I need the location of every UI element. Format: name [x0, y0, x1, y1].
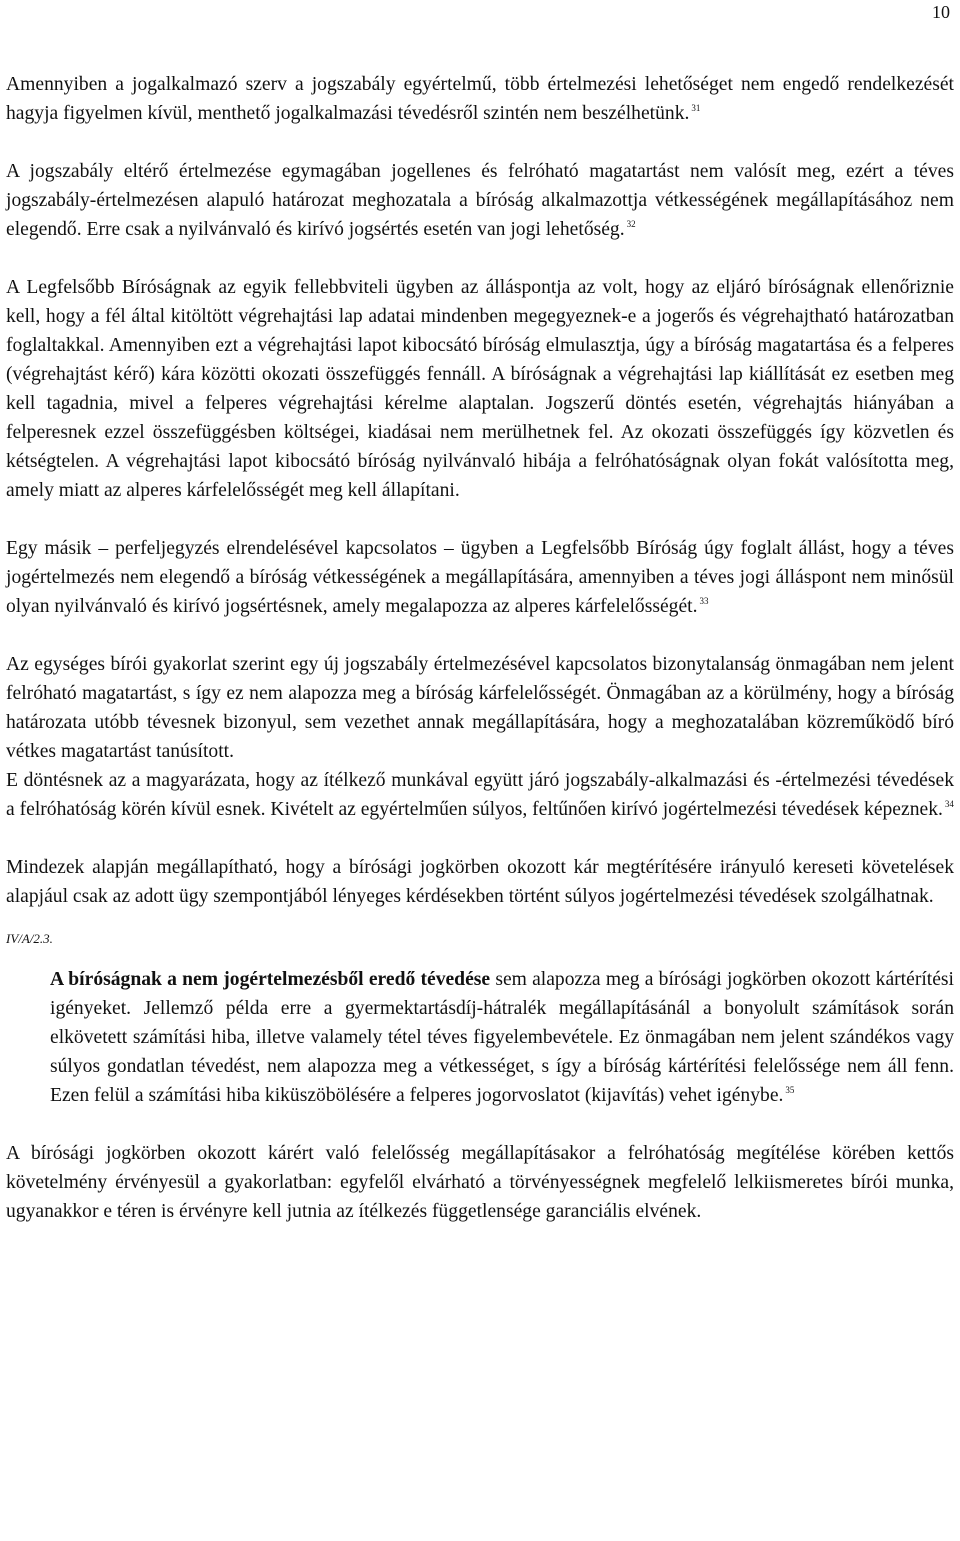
footnote-marker: 32 — [626, 219, 636, 229]
paragraph: Mindezek alapján megállapítható, hogy a bírósági jogkörben okozott kár megtérítésére irányuló kereseti követelések alapjául csak az adott ügy szempontjából lényeges kérdésekben történt súlyos jogértelmezési tévedések szolgálhatnak. — [6, 857, 954, 907]
paragraph: A Legfelsőbb Bíróságnak az egyik fellebbviteli ügyben az álláspontja az volt, hogy az eljáró bíróságnak ellenőriznie kell, hogy a fél által kitöltött végrehajtási lap adatai mindenben megegyeznek-e a jogerős és végrehajtható határozatban foglaltakkal. Amennyiben ezt a végrehajtási lapot kibocsátó bíróság elmulasztja, úgy a bíróság magatartása és a felperes (végrehajtást kérő) kára közötti okozati összefüggés fennáll. A bíróságnak a végrehajtási lap kiállítását ez esetben meg kell tagadnia, mivel a felperes végrehajtási kérelme alaptalan. Jogszerű döntés esetén, végrehajtás hiányában a felperesnek ezzel összefüggésben költségei, kiadásai nem merülhetnek fel. Az okozati összefüggés így közvetlen és kétségtelen. A végrehajtási lapot kibocsátó bíróság nyilvánvaló hibája a felróhatóságnak olyan fokát valósította meg, amely miatt az alperes kárfelelősségét meg kell állapítani. — [6, 277, 954, 501]
paragraph: E döntésnek az a magyarázata, hogy az ítélkező munkával együtt járó jogszabály-alkalmazási és -értelmezési tévedések a felróhatóság körén kívül esnek. Kivételt az egyértelműen súlyos, feltűnően kirívó jogértelmezési tévedések képeznek. $^{34}$ — [6, 770, 954, 820]
section-label: IV/A/2.3. — [6, 931, 53, 946]
paragraph: A jogszabály eltérő értelmezése egymagában jogellenes és felróható magatartást nem valósít meg, ezért a téves jogszabály-értelmezésen alapuló határozat meghozatala a bíróság alkalmazottja vétkességének megállapításához nem elegendő. Erre csak a nyilvánvaló és kirívó jogsértés esetén van jogi lehetőség. $^{32}$ — [6, 161, 954, 240]
footnote-marker: 31 — [691, 103, 701, 113]
paragraph: Amennyiben a jogalkalmazó szerv a jogszabály egyértelmű, több értelmezési lehetőséget nem engedő rendelkezését hagyja figyelmen kívül, menthető jogalkalmazási tévedésről szintén nem beszélhetünk. $^{31}$ — [6, 74, 954, 124]
document-body — [6, 70, 954, 1226]
footnote-marker: 33 — [699, 596, 709, 606]
footnote-marker: 35 — [785, 1085, 795, 1095]
paragraph: Egy másik – perfeljegyzés elrendelésével kapcsolatos – ügyben a Legfelsőbb Bíróság úgy foglalt állást, hogy a téves jogértelmezés nem elegendő a bíróság vétkességének a megállapítására, amennyiben a téves jogi álláspont nem minősül olyan nyilvánvaló és kirívó jogsértésnek, amely megalapozza az alperes kárfelelősségét. $^{33}$ — [6, 538, 954, 617]
paragraph: Az egységes bírói gyakorlat szerint egy új jogszabály értelmezésével kapcsolatos bizonytalanság önmagában nem jelent felróható magatartást, s így ez nem alapozza meg a bíróság kárfelelősségét. Önmagában az a körülmény, hogy a bíróság határozata utóbb tévesnek bizonyul, sem vezethet annak megállapítására, hogy a meghozatalában közreműködő bíró vétkes magatartást tanúsított. — [6, 654, 954, 762]
bold-lead: A bíróságnak a nem jogértelmezésből eredő tévedése — [50, 969, 491, 990]
footnote-marker: 34 — [944, 799, 954, 809]
page-number: 10 — [932, 2, 950, 22]
paragraph: A bíróságnak a nem jogértelmezésből eredő tévedése sem alapozza meg a bírósági jogkörben okozott kártérítési igényeket. Jellemző példa erre a gyermektartásdíj-hátralék megállapításánál a bonyolult számítások során elkövetett számítási hiba, illetve valamely tétel téves figyelembevétele. Ez önmagában nem jelent szándékos vagy súlyos gondatlan tévedést, nem alapozza meg a vétkességet, s így a bíróság kártérítési felelőssége nem áll fenn. Ezen felül a számítási hiba kiküszöbölésére a felperes jogorvoslatot (kijavítás) vehet igénybe. $^{35}$ — [50, 969, 954, 1106]
paragraph: A bírósági jogkörben okozott kárért való felelősség megállapításakor a felróhatóság megítélése körében kettős követelmény érvényesül a gyakorlatban: egyfelől elvárható a törvényességnek megfelelő lelkiismeretes bírói munka, ugyanakkor e téren is érvényre kell jutnia az ítélkezés függetlensége garanciális elvének. — [6, 1143, 954, 1222]
